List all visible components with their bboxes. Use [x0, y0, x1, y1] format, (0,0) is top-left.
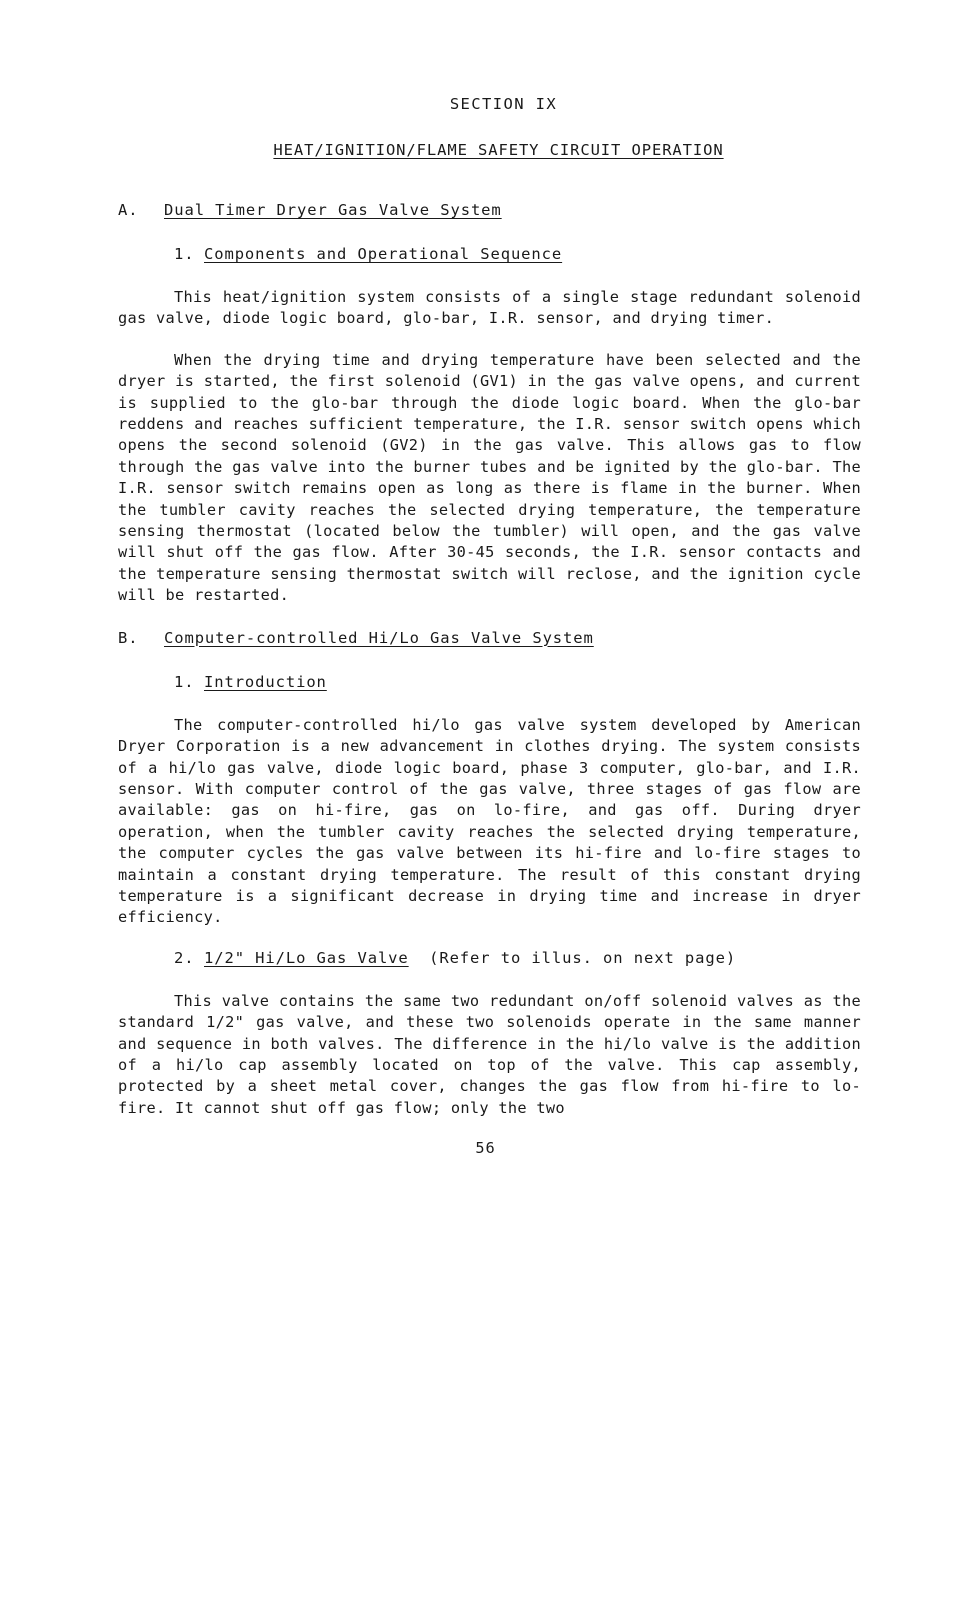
paragraph-a-2: When the drying time and drying temperature have been selected and the dryer is started, the first solenoid (GV1) in the gas valve opens, and current is supplied to the glo-bar through the diode logic board. When the glo-bar reddens and reaches sufficient temperature, the I.R. sensor switch opens which opens the second solenoid (GV2) in the gas valve. This allows gas to flow through the gas valve into the burner tubes and be ignited by the glo-bar. The I.R. sensor switch remains open as long as there is flame in the burner. When the tumbler cavity reaches the selected drying temperature, the temperature sensing thermostat (located below the tumbler) will open, and the gas valve will shut off the gas flow. After 30-45 seconds, the I.R. sensor contacts and the temperature sensing thermostat switch will reclose, and the ignition cycle will be restarted. [118, 350, 861, 605]
heading-a-1-text: Components and Operational Sequence [204, 245, 563, 263]
heading-b-2-note: (Refer to illus. on next page) [429, 948, 737, 967]
heading-b-text: Computer-controlled Hi/Lo Gas Valve System [164, 628, 594, 647]
heading-b-2-text: 1/2" Hi/Lo Gas Valve [204, 948, 409, 967]
paragraph-a-1: This heat/ignition system consists of a single stage redundant solenoid gas valve, diode logic board, glo-bar, I.R. sensor, and drying timer. [118, 288, 861, 328]
section-heading: SECTION IX [449, 95, 558, 113]
heading-b-2 [118, 949, 861, 967]
heading-b-2-label: 2. [174, 948, 195, 967]
page-number: 56 [475, 1139, 496, 1158]
heading-b-label: B. [118, 628, 139, 647]
heading-a-1-label: 1. [174, 245, 195, 263]
heading-a-1 [118, 245, 861, 263]
paragraph-b-1: The computer-controlled hi/lo gas valve system developed by American Dryer Corporation is a new advancement in clothes drying. The system consists of a hi/lo gas valve, diode logic board, phase 3 computer, glo-bar, and I.R. sensor. With computer control of the gas valve, three stages of gas flow are available: gas on hi-fire, gas on lo-fire, and gas off. During dryer operation, when the tumbler cavity reaches the selected drying temperature, the computer cycles the gas valve between its hi-fire and lo-fire stages to maintain a constant drying temperature. The result of this constant drying temperature is a significant decrease in drying time and increase in dryer efficiency. [118, 715, 861, 927]
heading-b-1-text: Introduction [204, 672, 327, 691]
heading-a-label: A. [118, 201, 139, 219]
heading-b-1-label: 1. [174, 672, 195, 691]
paragraph-b-2: This valve contains the same two redundant on/off solenoid valves as the standard 1/2" gas valve, and these two solenoids operate in the same manner and sequence in both valves. The difference in the hi/lo valve is the addition of a hi/lo cap assembly located on top of the valve. This cap assembly, protected by a sheet metal cover, changes the gas flow from hi-fire to lo-fire. It cannot shut off gas flow; only the two [118, 991, 861, 1117]
heading-a [118, 201, 861, 219]
heading-a-text: Dual Timer Dryer Gas Valve System [164, 201, 502, 219]
heading-b [118, 629, 861, 647]
heading-b-1 [118, 673, 861, 691]
page-title: HEAT/IGNITION/FLAME SAFETY CIRCUIT OPERATION [273, 141, 724, 159]
